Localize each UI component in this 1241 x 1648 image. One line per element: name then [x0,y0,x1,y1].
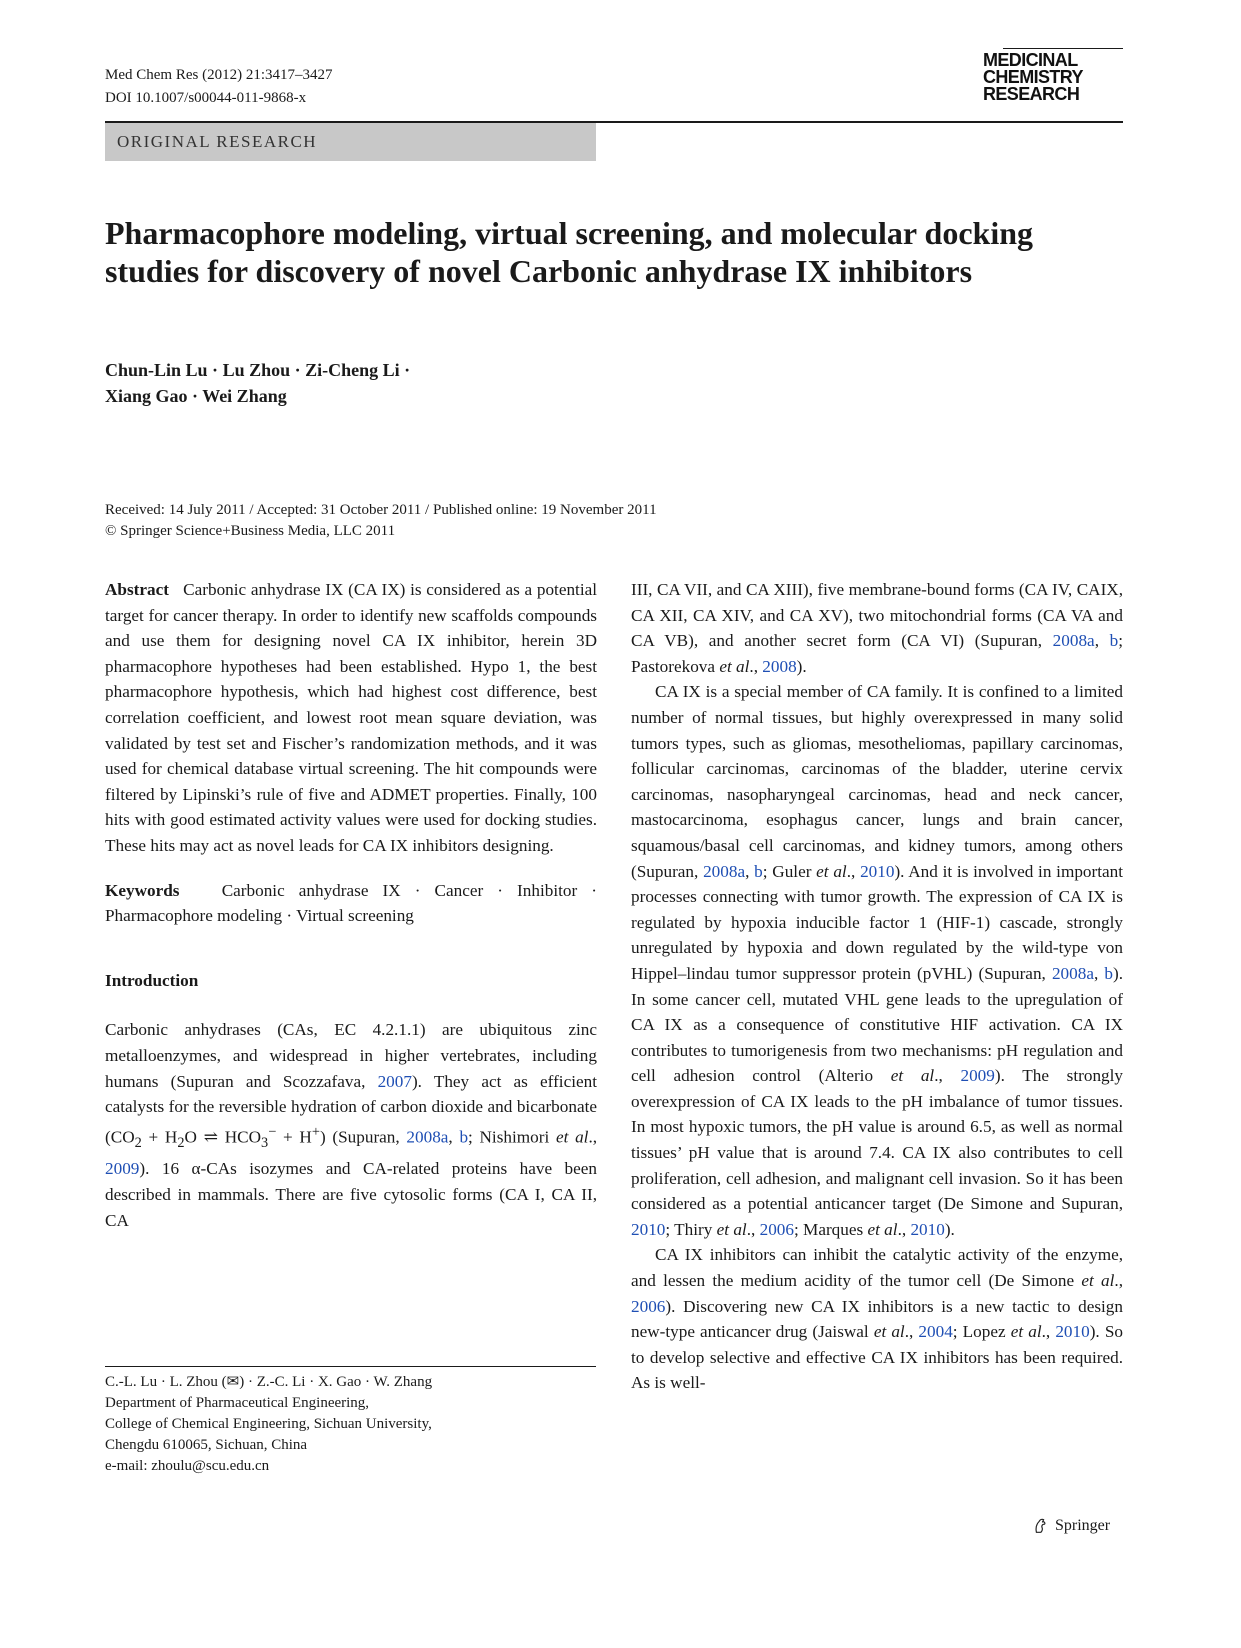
citation-link[interactable]: 2010 [860,861,895,881]
citation-link[interactable]: 2006 [631,1296,666,1316]
keywords-label: Keywords [105,880,180,900]
intro-paragraph-1-cont: III, CA VII, and CA XIII), five membrane-bound forms (CA IV, CAIX, CA XII, CA XIV, and CA XV), two mitochondrial forms (CA VA and CA VB), and another secret form (CA VI) (Supuran, 2008a, b; Pastorekova et al., 2008). [631,580,1124,676]
keywords [105,878,597,929]
intro-paragraph-3: CA IX inhibitors can inhibit the catalytic activity of the enzyme, and lessen the medium acidity of the tumor cell (De Simone et al., 2006). Discovering new CA IX inhibitors is a new tactic to design new-type anticancer drug (Jaiswal et al., 2004; Lopez et al., 2010). So to develop selective and effective CA IX inhibitors has been required. As is well- [631,1245,1123,1393]
citation-link[interactable]: 2008a [406,1127,449,1147]
journal-logo [983,52,1123,103]
journal-line: Med Chem Res (2012) 21:3417–3427 [105,67,333,83]
article-category: ORIGINAL RESEARCH [117,132,318,151]
springer-horse-icon [1031,1517,1049,1535]
copyright-line: © Springer Science+Business Media, LLC 2011 [105,523,396,539]
footnote-email[interactable]: e-mail: zhoulu@scu.edu.cn [105,1458,270,1474]
journal-citation [105,64,332,110]
citation-link[interactable]: 2004 [918,1322,953,1342]
introduction-heading: Introduction [105,970,199,990]
citation-link[interactable]: b [459,1127,469,1147]
citation-link[interactable]: b [1104,963,1113,983]
author-list [105,357,705,409]
citation-link[interactable]: b [754,861,763,881]
citation-link[interactable]: 2009 [105,1159,140,1179]
right-column [631,577,1123,1396]
author-affiliation-footnote [105,1372,596,1477]
footnote-college: College of Chemical Engineering, Sichuan University, [105,1416,432,1432]
intro-paragraph-1: Carbonic anhydrases (CAs, EC 4.2.1.1) are ubiquitous zinc metalloenzymes, and widespread in higher vertebrates, including humans (Supuran and Scozzafava, 2007). They act as efficient catalysts for the reversible hydration of carbon dioxide and bicarbonate ($CO_2 + H_2O$ ⇌ $HCO_3^- + H^+$) (Supuran, 2008a, b; Nishimori et al., 2009). 16 α-CAs isozymes and CA-related proteins have been described in mammals. There are five cytosolic forms (CA I, CA II, CA [105,1020,598,1230]
citation-link[interactable]: 2008a [1051,963,1094,983]
keywords-text: Carbonic anhydrase IX · Cancer · Inhibitor · Pharmacophore modeling · Virtual screening [105,880,598,926]
citation-link[interactable]: 2008a [1052,631,1095,651]
received-line: Received: 14 July 2011 / Accepted: 31 October 2011 / Published online: 19 November 2011 [105,502,657,518]
footnote-department: Department of Pharmaceutical Engineering, [105,1395,370,1411]
citation-link[interactable]: 2010 [910,1219,945,1239]
citation-link[interactable]: 2009 [960,1066,995,1086]
intro-paragraph-2: CA IX is a special member of CA family. It is confined to a limited number of normal tissues, but highly overexpressed in many solid tumors types, such as gliomas, mesotheliomas, papillary carcinomas, follicular carcinomas, carcinomas of the bladder, uterine cervix carcinomas, nasopharyngeal carcinomas, head and neck cancer, mastocarcinoma, esophagus cancer, lungs and brain cancer, squamous/basal cell carcinomas, and kidney tumors, among others (Supuran, 2008a, b; Guler et al., 2010). And it is involved in important processes connecting with tumor growth. The expression of CA IX is regulated by hypoxia inducible factor 1 (HIF-1) cascade, strongly unregulated by hypoxia and down regulated by the wild-type von Hippel–lindau tumor suppressor protein (pVHL) (Supuran, 2008a, b). In some cancer cell, mutated VHL gene leads to the upregulation of CA IX as a consequence of constitutive HIF activation. CA IX contributes to tumorigenesis from two mechanisms: pH regulation and cell adhesion control (Alterio et al., 2009). The strongly overexpression of CA IX leads to the pH imbalance of tumor tissues. In most hypoxic tumors, the pH value is around 6.5, as well as normal tissues’ pH value that is around 7.4. CA IX also contributes to cell proliferation, cell adhesion, and malignant cell invasion. So it has been considered as a potential anticancer target (De Simone and Supuran, 2010; Thiry et al., 2006; Marques et al., 2010). [631,682,1124,1239]
abstract-text: Carbonic anhydrase IX (CA IX) is considered as a potential target for cancer therapy. In order to identify new scaffolds compounds and use them for designing novel CA IX inhibitor, herein 3D pharmacophore hypotheses had been established. Hypo 1, the best pharmacophore hypothesis, which had highest cost difference, best correlation coefficient, and lowest root mean square deviation, was validated by test set and Fischer’s randomization methods, and it was used for chemical database virtual screening. The hit compounds were filtered by Lipinski’s rule of five and ADMET properties. Finally, 100 hits with good estimated activity values were used for docking studies. These hits may act as novel leads for CA IX inhibitors designing. [105,580,598,855]
publisher-name: Springer [1055,1517,1111,1534]
authors-line-1: Chun-Lin Lu · Lu Zhou · Zi-Cheng Li · [105,360,411,380]
article-title: Pharmacophore modeling, virtual screening, and molecular docking studies for discovery of novel Carbonic anhydrase IX inhibitors [105,215,1034,289]
citation-link[interactable]: 2010 [631,1219,666,1239]
footnote-authors: C.-L. Lu · L. Zhou (✉) · Z.-C. Li · X. Gao · W. Zhang [105,1374,433,1390]
footnote-address: Chengdu 610065, Sichuan, China [105,1437,308,1453]
citation-link[interactable]: 2007 [377,1071,412,1091]
citation-link[interactable]: 2010 [1055,1322,1090,1342]
abstract [105,577,597,859]
envelope-icon: ✉ [226,1374,240,1390]
publication-history [105,500,1005,542]
publisher-mark [1031,1517,1110,1535]
logo-line-1: MEDICINAL [983,50,1078,70]
left-column [105,577,597,1233]
citation-link[interactable]: 2008a [703,861,746,881]
abstract-label: Abstract [105,580,169,599]
logo-rule [1003,48,1123,49]
doi-line: DOI 10.1007/s00044-011-9868-x [105,90,307,106]
logo-line-3: RESEARCH [983,84,1080,104]
authors-line-2: Xiang Gao · Wei Zhang [105,386,287,406]
citation-link[interactable]: b [1109,631,1119,651]
logo-line-2: CHEMISTRY [983,67,1083,87]
citation-link[interactable]: 2006 [759,1219,794,1239]
footnote-rule [105,1366,596,1367]
citation-link[interactable]: 2008 [762,656,797,676]
